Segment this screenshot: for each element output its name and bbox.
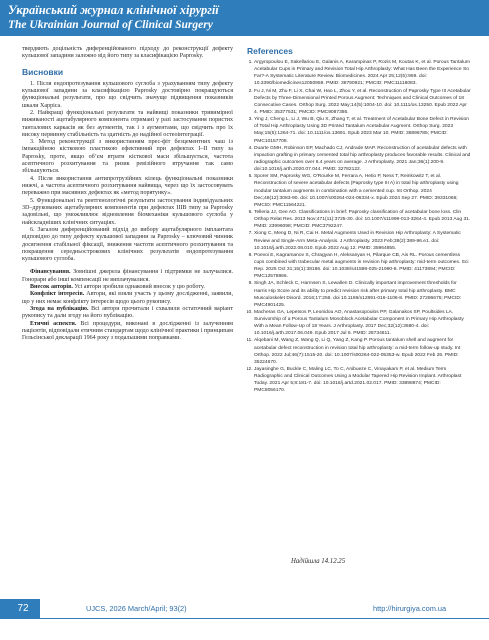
reference-item: 10. Macheras GA, Lepetsos P, Leonidou AO, Anastasopoulos PP, Galanakos SP, Poultsides LA. Survivorship of a Porous Tantalum Monoblock Acetabular Component in Primary Hip Arthroplasty With a Mean Follow-Up of 18 Years. J Arthroplasty. 2017 Dec;32(12):3680-4. doi: 10.1016/j.arth.2017.06.049. Epub 2017 Jul 6. PMID: 28734611. [254, 309, 471, 338]
journal-title-en: The Ukrainian Journal of Clinical Surgery [8, 19, 213, 31]
page-footer [0, 599, 489, 619]
reference-item: 9. Singh JA, Schleck C, Harmsen S, Lewallen D. Clinically important improvement thresholds for Harris Hip Score and its ability to predict revision risk after primary total hip arthroplasty. BMC Musculoskelet Disord. 2016;17:256. doi 10.1186/s12891-016-1106-8. PMID: 27286675; PMCID: PMC4901425. [254, 280, 471, 309]
financing-paragraph [22, 269, 233, 284]
reference-item: 8. Poevoi E, Kagramanov S, Chragyan H, Aleksanyan H, Pilarque CB, Ais RL. Porous cementless cups combined with trabecular metal augments in revision hip arthroplasty: mid-term outcomes. Sci Rep. 2025 Oct 31;15(1):38186. doi: 10.1038/s41598-025-21990-8. PMID: 41173894; PMCID: PMC12578866. [254, 252, 471, 281]
reference-item: 2. Fu J, Ni M, Zhu F, Li X, Chai W, Hao L, Zhou Y, et al. Reconstruction of Paprosky Type III Acetabular Defects by Three-Dimensional Printed Porous Augment: Techniques and Clinical Outcomes of 18 Consecutive Cases. Orthop Surg. 2022 May;14(5):1004-10. doi: 10.1111/os.13250. Epub 2022 Apr 4. PMID: 35377531; PMCID: PMC9087386. [254, 88, 471, 117]
financing-text: Зовнішні джерела фінансування і підтримки не залучалися. Гонорари або інші компенсації не виплачувалися. [22, 269, 233, 283]
reference-item: 7. Xiong C, Meng D, Ni R, Cai H. Metal Augments Used in Revision Hip Arthroplasty: A Systematic Review and Single-Arm Meta-Analysis. J Arthroplasty. 2023 Feb;38(2):389-96.e1. doi: 10.1016/j.arth.2022.08.010. Epub 2022 Aug 12. PMID: 35964855. [254, 230, 471, 251]
contribution-text: Усі автори зробили однаковий внесок у цю роботу. [72, 284, 205, 291]
conclusions-list [22, 81, 233, 264]
reference-item: 1. Argyropoulou E, Sakellariou E, Galanis A, Karampinas P, Rozis M, Koutas K, et al. Porous Tantalum Acetabular Cups in Primary and Revision Total Hip Arthroplasty: What Has Been the Experience So Far?-A Systematic Literature Review. Biomedicines. 2024 Apr 25;12(5):959. doi: 10.3390/biomedicines12050959. PMID: 38790921; PMCID: PMC11118083. [254, 59, 471, 88]
reference-item: 11. Alqebani M, Wang Z, Wang Q, Li Q, Yang Z, Kang P. Porous tantalum shell and augment for acetabular defect reconstruction in revision total hip arthroplasty: a mid-term follow-up study. Int Orthop. 2022 Jul;46(7):1515-20. doi: 10.1007/s00264-022-05353-w. Epub 2022 Feb 26. PMID: 35224670. [254, 337, 471, 366]
reference-item: 4. Duarte GMH, Robinson EP, Machado CJ, Andrade MAP. Reconstruction of acetabular defects with impaction grafting in primary cemented total hip arthroplasty produces favorable results. Clinical and radiographic outcomes over 6.4 years on average. J Arthroplasty. 2021 Jan;36(1):200-9. doi:10.1016/j.arth.2020.07.044. PMID: 32782122. [254, 145, 471, 174]
conclusion-item: 5. Функціональні та рентгенологічні результати застосування індивідуальних 3D–друкованих ацетабулярних компонентів при дефектах ІІІВ типу за Paprosky задовільні, що уможливлює відновлення біомеханіки кульшового суглоба у найскладніших клінічних ситуаціях. [22, 197, 233, 226]
reference-item: 3. Ying J, Cheng L, Li J, Wu B, Qiu X, Zhang T, et al. Treatment of Acetabular Bone Defect in Revision of Total Hip Arthroplasty Using 3D Printed Tantalum Acetabular Augment. Orthop Surg. 2023 May;15(5):1264-71. doi: 10.1111/os.13691. Epub 2023 Mar 10. PMID: 36896785; PMCID: PMC10157708. [254, 116, 471, 145]
references-heading: References [247, 46, 293, 56]
ethics-text: Всі процедури, виконані в дослідженні із залученням пацієнтів, відповідали етичним стандартам щодо клінічної практики і принципам Гельсінської декларації 1964 року з подальшими поправками. [22, 320, 233, 342]
footer-rule [40, 618, 489, 619]
consent-label: Згода на публікацію. [30, 306, 89, 312]
consent-paragraph [22, 306, 233, 321]
references-column [247, 46, 471, 591]
reference-item: 12. Jayasinghe G, Buckle C, Maling LC, To C, Anibueze C, Vinayakam P, et al. Medium Term Radiographic and Clinical Outcomes Using a Modular Tapered Hip Revision Implant. Arthroplast Today. 2021 Apr 5;8:181-7. doi: 10.1016/j.artd.2021.02.017. PMID: 33898874; PMCID: PMC8056170. [254, 366, 471, 395]
conflict-text: Автори, які взяли участь у цьому дослідженні, заявили, що у них немає конфлікту інтересів щодо цього рукопису. [22, 291, 233, 305]
conflict-paragraph [22, 291, 233, 306]
reference-item: 6. Telleria JJ, Gee AO. Classifications in brief: Paprosky classification of acetabular bone loss. Clin Orthop Relat Res. 2013 Nov;471(11):3725-30. doi: 10.1007/s11999-013-3264-4. Epub 2013 Aug 31. PMID: 23996098; PMCID: PMC3792247. [254, 209, 471, 230]
conclusions-heading: Висновки [22, 66, 64, 77]
conflict-label: Конфлікт інтересів. [30, 291, 85, 298]
intro-paragraph: твердяють доцільність диференційованого підходу до реконструкції дефекту кульшової западини залежно від його типу за класифікацією Paprosky. [22, 46, 233, 60]
footer-journal-citation: UJCS, 2026 March/April; 93(2) [86, 604, 187, 613]
ethics-paragraph [22, 321, 233, 343]
journal-title-ua: Український журнал клінічної хірургії [8, 3, 219, 17]
consent-text: Всі автори прочитали і схвалили остаточний варіант рукопису та дали згоду на його публікацію. [22, 306, 233, 320]
page-number-box [0, 599, 40, 619]
received-date: Надійшла 14.12.25 [291, 558, 346, 565]
references-list [247, 59, 471, 395]
conclusion-item: 2. Найкращі функціональні результати та найвищі показники тривимірної виживаності ацетабулярного компонента отримані у разі застосування пористих танталових каркасів як без аугментів, так і з аугментами, що свідчить про їх високу первинну стабільність та здатність до надійної остеоінтеграції. [22, 109, 233, 138]
conclusion-item: 1. Після ендопротезування кульшового суглоба з урахуванням типу дефекту кульшової западини за класифікацією Paprosky достовірно покращуються функціональні результати, про що свідчить значуще підвищення показників шкали Харріса. [22, 80, 233, 109]
contribution-label: Внесок авторів. [30, 284, 73, 291]
financing-label: Фінансування. [30, 269, 71, 276]
page-number: 72 [17, 603, 29, 614]
reference-item: 5. Sporer SM, Paprosky WG, O'Rourke M, Ferrara A, Hetio P, Ness T, Reinkowitz T, et al. Reconstruction of severe acetabular defects (Paprosky type III A) in total hip arthroplasty using modular tantalum augments in combination with a cemented cup. Int Orthop. 2024 Dec;48(12):3083-90. doi: 10.1007/s00264-024-06334-x. Epub 2024 Sep 27. PMID: 39331066; PMCID: PMC11564221. [254, 173, 471, 209]
journal-header-bar [0, 0, 489, 36]
ethics-label: Етичні аспекти. [30, 320, 77, 327]
left-column [22, 46, 233, 592]
footer-website: http://hirurgiya.com.ua [373, 604, 447, 613]
conclusion-item: 4. Після використання антипротрузійних кілець функціональні показники нижчі, а частота асептичного розхитування найвища, через що їх застосовувать переважно при масивних дефектах як «метод порятунку». [22, 175, 233, 197]
conclusion-item: 6. Загалом диференційований підхід до вибору ацетабулярного імплантата відповідно до типу дефекту кульшової западини за Paprosky – ключовий чинник досягнення стабільної фіксації, зниження частоти асептичного розхитування та покращення середньострокових клінічних результатів ендопротезування кульшового суглоба. [22, 226, 233, 263]
conclusion-item: 3. Метод реконструкції з використанням прес-фіт безцементних чаш із імпакційною кістковою пластикою ефективний при дефектах І–ІІ типу за Paprosky, проте, якщо обʼєм втрати кісткової маси збільшується, частота асептичного розхитування та ризик ревізійного втручання так само збільшуються. [22, 139, 233, 175]
